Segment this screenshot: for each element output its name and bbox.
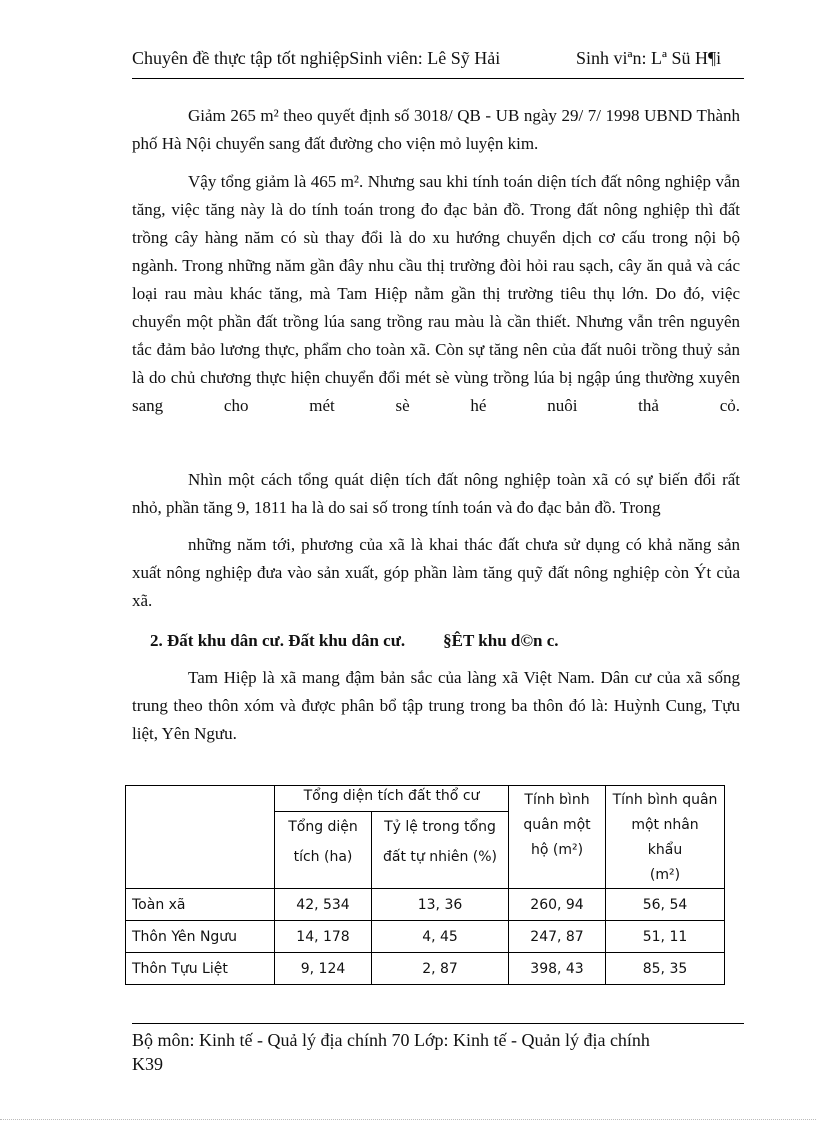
header-divider bbox=[132, 78, 744, 79]
paragraph-overview: Nhìn một cách tổng quát diện tích đất nông nghiệp toàn xã có sự biến đổi rất nhỏ, phần tăng 9, 1811 ha là do sai số trong tính toán và đo đạc bản đồ. Trong bbox=[132, 470, 740, 517]
paragraph-land-reduction: Giảm 265 m² theo quyết định số 3018/ QB - UB ngày 29/ 7/ 1998 UBND Thành phố Hà Nội chuyển sang đất đường cho viện mỏ luyện kim. bbox=[132, 106, 740, 153]
paragraph-future-plan: những năm tới, phương của xã là khai thác đất chưa sử dụng có khả năng sản xuất nông nghiệp đưa vào sản xuất, góp phần làm tăng quỹ đất nông nghiệp còn Ýt của xã. bbox=[132, 535, 740, 610]
table-header-ratio: Tỷ lệ trong tổng đất tự nhiên (%) bbox=[372, 812, 509, 889]
footer-line-1: Bộ môn: Kinh tế - Quả lý địa chính 70 Lớp: Kinh tế - Quản lý địa chính bbox=[132, 1030, 650, 1050]
table-row: Thôn Tựu Liệt 9, 124 2, 87 398, 43 85, 35 bbox=[126, 953, 725, 985]
footer-divider bbox=[132, 1023, 744, 1024]
table-header-person: Tính bình quân một nhân khẩu (m²) bbox=[606, 786, 725, 889]
page-bottom-border bbox=[0, 1119, 816, 1120]
table-row: Toàn xã 42, 534 13, 36 260, 94 56, 54 bbox=[126, 889, 725, 921]
section-heading-text: 2. Đất khu dân cư. Đất khu dân cư. bbox=[150, 631, 406, 650]
table-header-household: Tính bình quân một hộ (m²) bbox=[509, 786, 606, 889]
page-footer bbox=[132, 1028, 744, 1076]
residential-land-table bbox=[125, 785, 725, 985]
table-group-header: Tổng diện tích đất thổ cư bbox=[275, 786, 509, 812]
header-left-text: Chuyên đề thực tập tốt nghiệpSinh viên: Lê Sỹ Hải bbox=[132, 48, 501, 68]
table-header-area: Tổng diện tích (ha) bbox=[275, 812, 372, 889]
page-header bbox=[132, 48, 744, 69]
table-corner-cell bbox=[126, 786, 275, 889]
footer-line-2: K39 bbox=[132, 1054, 163, 1074]
table-row: Thôn Yên Ngưu 14, 178 4, 45 247, 87 51, 11 bbox=[126, 921, 725, 953]
paragraph-residential: Tam Hiệp là xã mang đậm bản sắc của làng xã Việt Nam. Dân cư của xã sống trung theo thôn xóm và được phân bổ tập trung trong ba thôn đó là: Huỳnh Cung, Tựu liệt, Yên Ngưu. bbox=[132, 668, 740, 743]
header-right-text: Sinh viªn: Lª Sü H¶i bbox=[576, 48, 722, 68]
section-heading-garbled: §ÊT khu d©n c. bbox=[443, 631, 559, 650]
paragraph-total-reduction: Vậy tổng giảm là 465 m². Nhưng sau khi tính toán diện tích đất nông nghiệp vẫn tăng, việc tăng này là do tính toán trong đo đạc bản đồ. Trong đất nông nghiệp thì đất trồng cây hàng năm có sù thay đổi là do xu hướng chuyển dịch cơ cấu trong nội bộ ngành. Trong những năm gần đây nhu cầu thị trường đòi hỏi rau sạch, cây ăn quả và các loại rau màu khác tăng, mà Tam Hiệp nằm gần thị trường tiêu thụ lớn. Do đó, việc chuyển một phần đất trồng lúa sang trồng rau màu là cần thiết. Nhưng vẫn trên nguyên tắc đảm bảo lương thực, phẩm cho toàn xã. Còn sự tăng nên của đất nuôi trồng thuỷ sản là do chủ chương thực hiện chuyển đổi mét sè vùng trồng lúa bị ngập úng thường xuyên sang cho mét sè hé nuôi thả cỏ. bbox=[132, 172, 740, 415]
section-heading bbox=[150, 631, 559, 651]
